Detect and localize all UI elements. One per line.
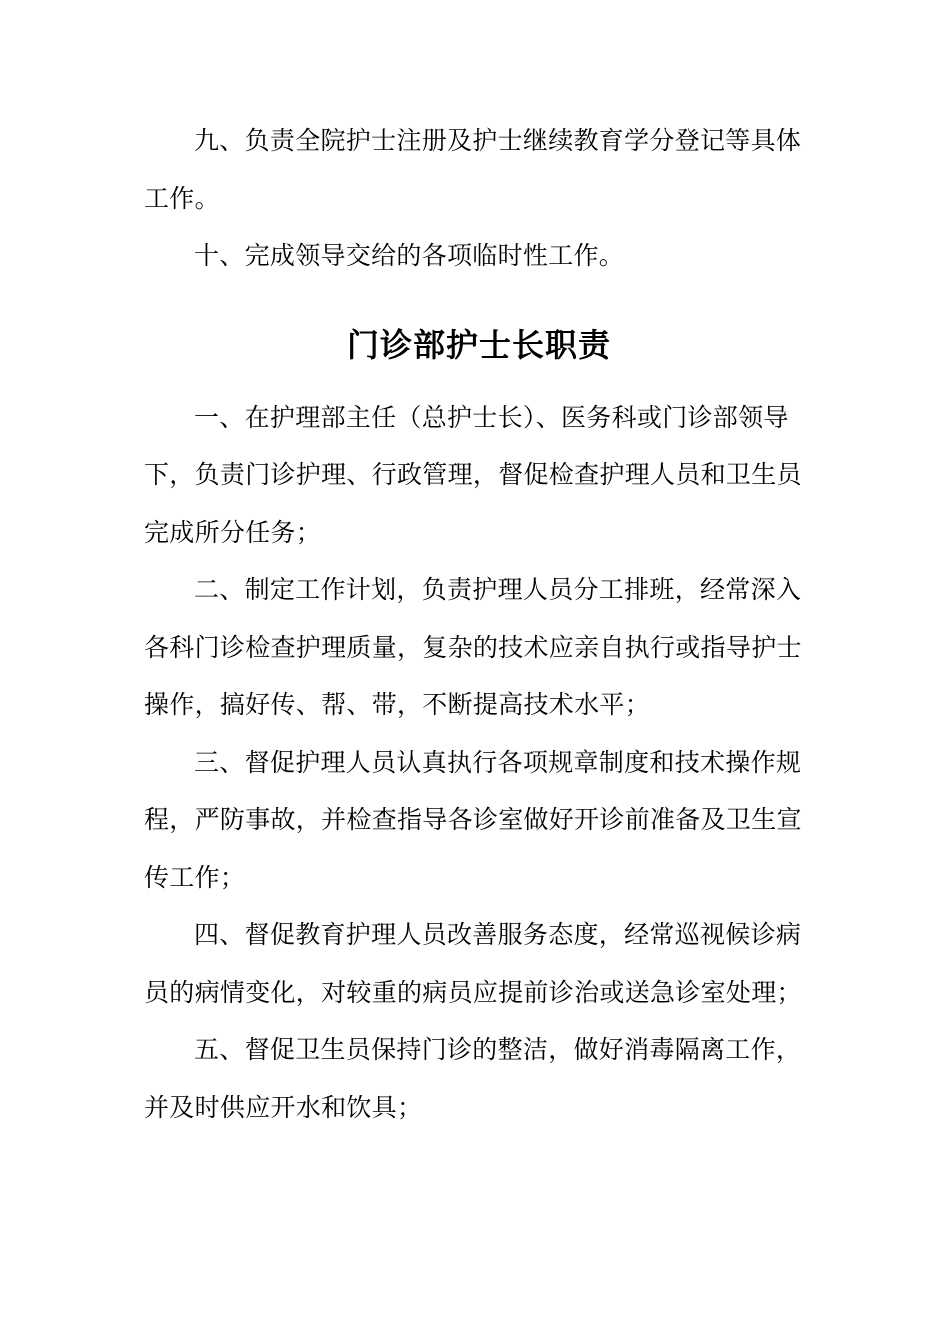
duty-item-9: 九、负责全院护士注册及护士继续教育学分登记等具体工作。: [144, 126, 802, 213]
duty-item-4: 四、督促教育护理人员改善服务态度，经常巡视候诊病员的病情变化，对较重的病员应提前诊治或送急诊室处理；: [144, 920, 802, 1007]
duty-item-1: 一、在护理部主任（总护士长）、医务科或门诊部领导下，负责门诊护理、行政管理，督促检查护理人员和卫生员完成所分任务；: [144, 402, 802, 547]
duty-item-10: 十、完成领导交给的各项临时性工作。: [194, 241, 625, 270]
duty-item-5: 五、督促卫生员保持门诊的整洁，做好消毒隔离工作，并及时供应开水和饮具；: [144, 1035, 802, 1122]
section-title: 门诊部护士长职责: [346, 325, 611, 364]
duty-item-3: 三、督促护理人员认真执行各项规章制度和技术操作规程，严防事故，并检查指导各诊室做好开诊前准备及卫生宣传工作；: [144, 747, 802, 892]
duty-item-2: 二、制定工作计划，负责护理人员分工排班，经常深入各科门诊检查护理质量，复杂的技术应亲自执行或指导护士操作，搞好传、帮、带，不断提高技术水平；: [144, 575, 802, 719]
document-page: [144, 112, 814, 1136]
